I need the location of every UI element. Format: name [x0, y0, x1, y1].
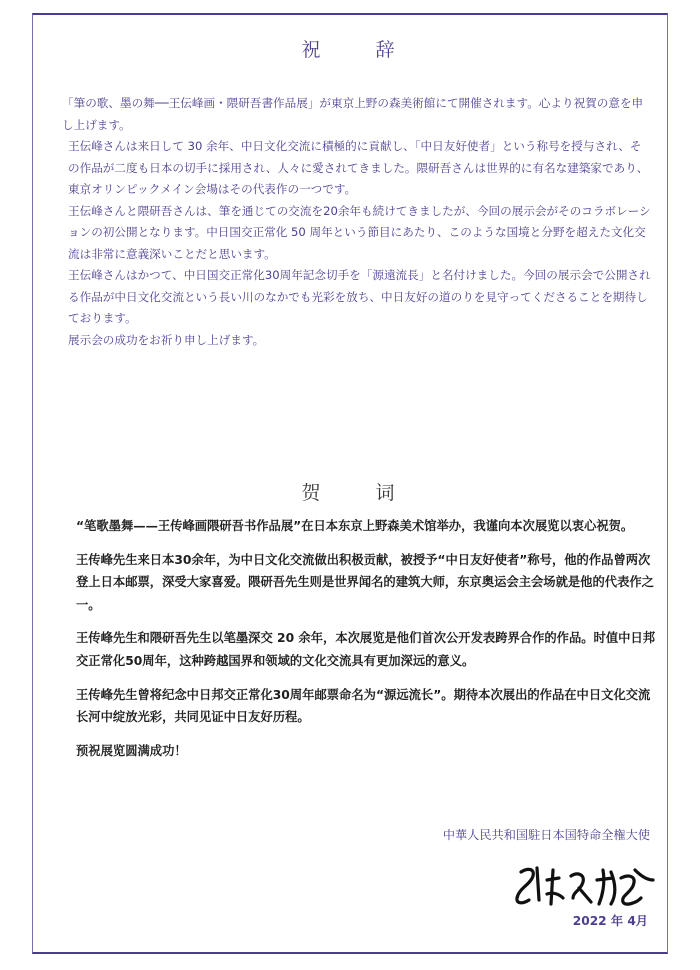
chinese-paragraph: 王传峰先生曾将纪念中日邦交正常化30周年邮票命名为“源远流长”。期待本次展出的作品在中日文化交流长河中绽放光彩，共同见证中日友好历程。: [76, 687, 651, 725]
japanese-body: [62, 93, 652, 351]
japanese-paragraph: 王伝峰さんと隈研吾さんは、筆を通じての交流を20余年も続けてきましたが、今回の展示会がそのコラボレーションの初公開となります。中日国交正常化 50 周年という節目にあたり、このような国境と分野を超えた文化交流は非常に意義深いことだと思います。: [68, 203, 651, 261]
chinese-paragraph: “笔歌墨舞——王传峰画隈研吾书作品展”在日本东京上野森美术馆举办，我谨向本次展览以衷心祝贺。: [76, 519, 634, 533]
chinese-paragraph: 王传峰先生和隈研吾先生以笔墨深交 20 余年，本次展览是他们首次公开发表跨界合作的作品。时值中日邦交正常化50周年，这种跨越国界和领域的文化交流具有更加深远的意义。: [76, 631, 656, 668]
japanese-title: 祝 辞: [301, 39, 413, 61]
ambassador-title: 中華人民共和国駐日本国特命全権大使: [442, 828, 650, 842]
japanese-paragraph: 「筆の歌、墨の舞──王伝峰画・隈研吾書作品展」が東京上野の森美術館にて開催されます。心より祝賀の意を申し上げます。: [62, 96, 644, 132]
japanese-paragraph: 王伝峰さんは来日して 30 余年、中日文化交流に積極的に貢献し、「中日友好使者」という称号を授与され、その作品が二度も日本の切手に採用され、人々に愛されてきました。隈研吾さんは世界的に有名な建築家であり、東京オリンピックメイン会場はその代表作の一つです。: [68, 139, 649, 196]
chinese-paragraph: 王传峰先生来日本30余年，为中日文化交流做出积极贡献，被授予“中日友好使者”称号，他的作品曾两次登上日本邮票，深受大家喜爱。隈研吾先生则是世界闻名的建筑大师，东京奥运会主会场就是他的代表作之一。: [76, 552, 654, 612]
chinese-title: 贺 词: [301, 482, 413, 504]
handwritten-signature: [507, 858, 659, 910]
chinese-paragraph: 预祝展览圆满成功！: [76, 743, 187, 758]
japanese-paragraph: 王伝峰さんはかつて、中日国交正常化30周年記念切手を「源遠流長」と名付けました。今回の展示会で公開される作品が中日文化交流という長い川のなかでも光彩を放ち、中日友好の道のりを見守ってくださることを期待しております。: [68, 268, 651, 325]
signature-date: 2022 年 4月: [572, 914, 648, 928]
chinese-body: [76, 515, 656, 762]
japanese-paragraph: 展示会の成功をお祈り申し上げます。: [68, 332, 265, 347]
